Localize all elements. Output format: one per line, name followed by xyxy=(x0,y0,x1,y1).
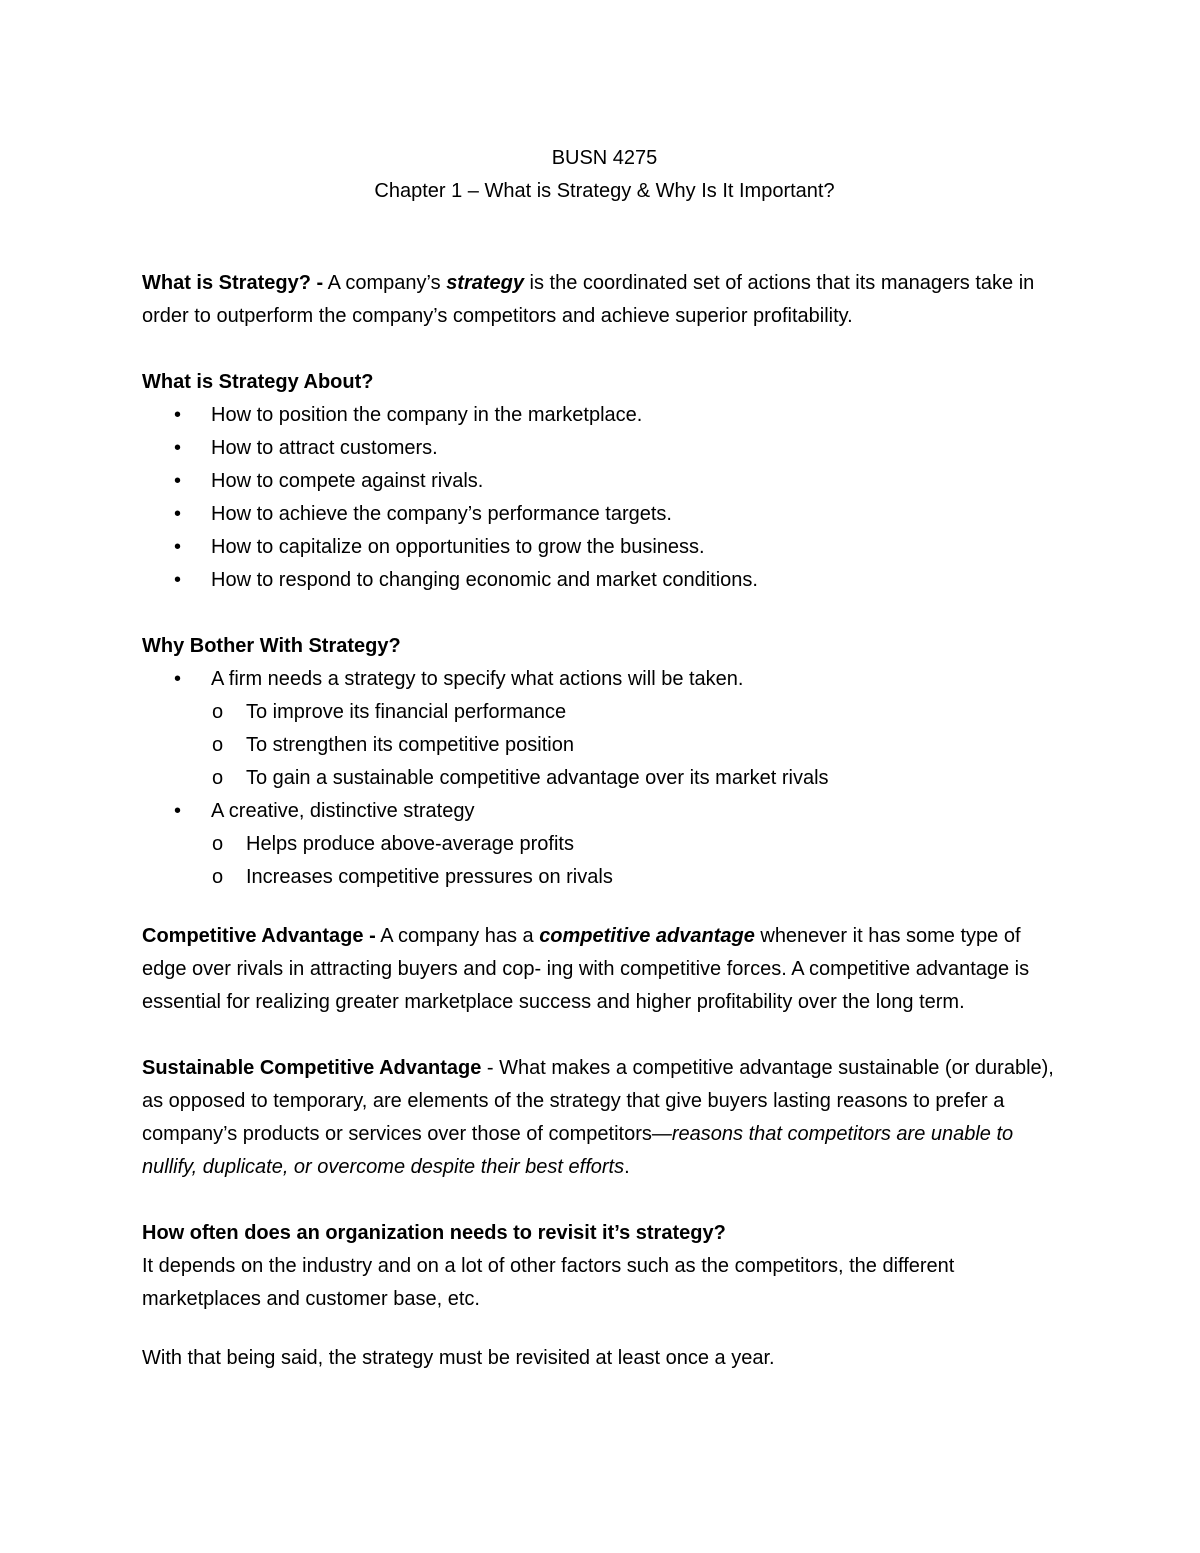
spacer xyxy=(142,1316,1067,1342)
why-bother-heading: Why Bother With Strategy? xyxy=(142,635,401,657)
competitive-advantage-text-after: whenever it has some type of edge over rivals in attracting buyers and cop- ing with competitive forces. A competitive advantage is essential for realizing greater marketplace success and higher profitability over the long term. xyxy=(142,925,1030,1013)
what-is-strategy-text-before: A company’s xyxy=(323,272,447,294)
strategy-term: strategy xyxy=(446,272,524,294)
list-item-text: A creative, distinctive strategy xyxy=(211,800,475,822)
sub-list-item-text: To gain a sustainable competitive advantage over its market rivals xyxy=(246,767,829,789)
circle-bullet-icon: o xyxy=(212,833,224,855)
bullet-icon: • xyxy=(174,503,182,525)
bullet-icon: • xyxy=(174,437,182,459)
list-item-text: How to position the company in the marketplace. xyxy=(211,404,643,426)
spacer xyxy=(142,333,1067,366)
sustainable-advantage-heading: Sustainable Competitive Advantage xyxy=(142,1057,482,1079)
closing-text: With that being said, the strategy must be revisited at least once a year. xyxy=(142,1347,775,1369)
circle-bullet-icon: o xyxy=(212,767,224,789)
bullet-icon: • xyxy=(174,536,182,558)
list-item xyxy=(142,498,1067,531)
sustainable-advantage-end: . xyxy=(624,1156,630,1178)
bullet-icon: • xyxy=(174,470,182,492)
sub-list-item-text: To improve its financial performance xyxy=(246,701,567,723)
revisit-text: It depends on the industry and on a lot of other factors such as the competitors, the different marketplaces and customer base, etc. xyxy=(142,1255,955,1310)
what-is-strategy-text-after: is the coordinated set of actions that its managers take in order to outperform the company’s competitors and achieve superior profitability. xyxy=(142,272,1035,327)
sub-list-item xyxy=(211,762,1067,795)
why-bother-list xyxy=(142,663,1067,894)
competitive-advantage-paragraph xyxy=(142,920,1067,1019)
list-item xyxy=(142,564,1067,597)
spacer xyxy=(142,1019,1067,1052)
bullet-icon: • xyxy=(174,800,182,822)
bullet-icon: • xyxy=(174,569,182,591)
bullet-icon: • xyxy=(174,404,182,426)
list-item-text: How to achieve the company’s performance targets. xyxy=(211,503,672,525)
what-is-strategy-paragraph xyxy=(142,267,1067,333)
list-item xyxy=(142,531,1067,564)
circle-bullet-icon: o xyxy=(212,734,224,756)
sub-list-item-text: To strengthen its competitive position xyxy=(246,734,574,756)
spacer xyxy=(142,894,1067,920)
list-item xyxy=(142,663,1067,795)
list-item xyxy=(142,432,1067,465)
chapter-title: Chapter 1 – What is Strategy & Why Is It Important? xyxy=(374,180,835,202)
list-item-text: How to attract customers. xyxy=(211,437,438,459)
strategy-about-heading: What is Strategy About? xyxy=(142,371,374,393)
circle-bullet-icon: o xyxy=(212,866,224,888)
list-item xyxy=(142,399,1067,432)
sustainable-advantage-italic: reasons that competitors are unable to nullify, duplicate, or overcome despite their best efforts xyxy=(142,1123,1014,1178)
sub-list-item xyxy=(211,696,1067,729)
sub-list-item xyxy=(211,861,1067,894)
sustainable-advantage-paragraph xyxy=(142,1052,1067,1184)
what-is-strategy-heading: What is Strategy? - xyxy=(142,272,324,294)
competitive-advantage-heading: Competitive Advantage - xyxy=(142,925,376,947)
strategy-about-list xyxy=(142,399,1067,597)
revisit-heading: How often does an organization needs to revisit it’s strategy? xyxy=(142,1222,726,1244)
bullet-icon: • xyxy=(174,668,182,690)
competitive-advantage-term: competitive advantage xyxy=(539,925,755,947)
sub-list-item-text: Helps produce above-average profits xyxy=(246,833,574,855)
list-item xyxy=(142,795,1067,894)
sub-list xyxy=(211,696,1067,795)
sub-list-item xyxy=(211,729,1067,762)
list-item xyxy=(142,465,1067,498)
competitive-advantage-text-before: A company has a xyxy=(375,925,540,947)
sub-list-item xyxy=(211,828,1067,861)
sustainable-advantage-text: - What makes a competitive advantage sustainable (or durable), as opposed to temporary, are elements of the strategy that give buyers lasting reasons to prefer a company’s products or services over those of competitors— xyxy=(142,1057,1054,1145)
sub-list xyxy=(211,828,1067,894)
spacer xyxy=(142,1184,1067,1217)
list-item-text: A firm needs a strategy to specify what actions will be taken. xyxy=(211,668,744,690)
title-block xyxy=(142,142,1067,208)
list-item-text: How to compete against rivals. xyxy=(211,470,484,492)
spacer xyxy=(142,241,1067,267)
course-code: BUSN 4275 xyxy=(551,147,658,169)
sub-list-item-text: Increases competitive pressures on rivals xyxy=(246,866,613,888)
list-item-text: How to capitalize on opportunities to grow the business. xyxy=(211,536,705,558)
document-body xyxy=(142,142,1067,1375)
circle-bullet-icon: o xyxy=(212,701,224,723)
spacer xyxy=(142,597,1067,630)
list-item-text: How to respond to changing economic and market conditions. xyxy=(211,569,758,591)
